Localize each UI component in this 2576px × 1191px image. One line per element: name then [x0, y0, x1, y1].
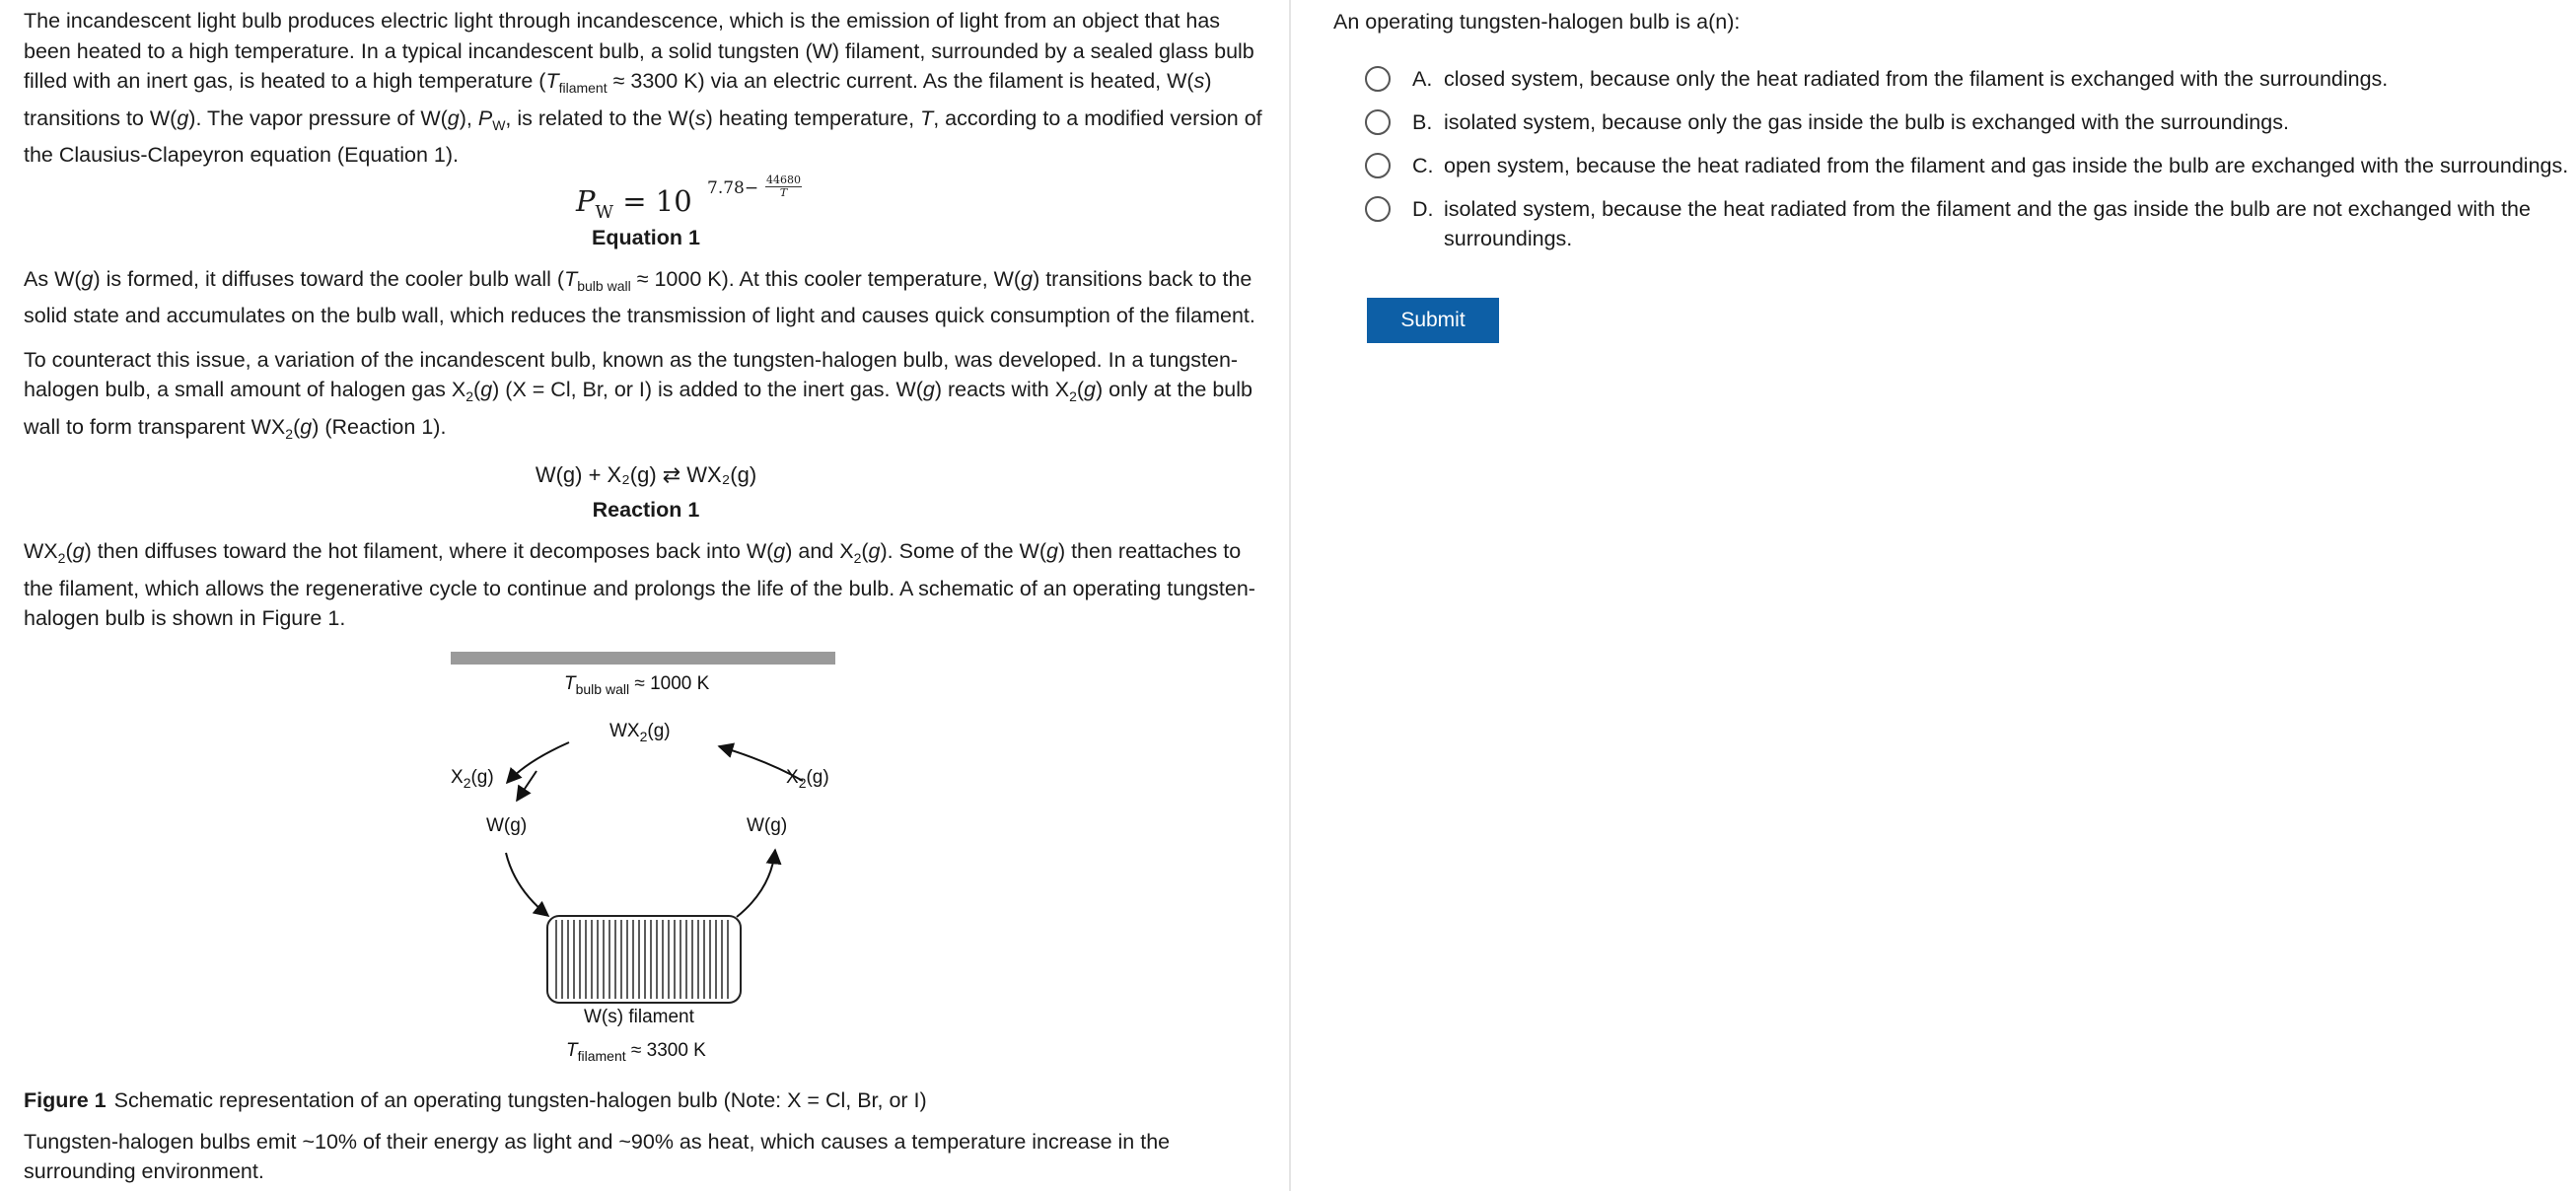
- radio-button-d[interactable]: [1365, 196, 1391, 222]
- label-x2-left: [451, 767, 494, 791]
- choice-letter: C.: [1412, 154, 1434, 177]
- text-span: s: [694, 105, 706, 130]
- text-span: 2: [1069, 388, 1077, 404]
- text-span: 2: [285, 425, 294, 442]
- passage-paragraph-1: [24, 6, 1268, 171]
- text-span: ) (X = Cl, Br, or I) is added to the inert gas. W(: [492, 378, 923, 401]
- text-span: The incandescent light bulb produces electric light through incandescence, which is the emission of light from an object that has been heated to a high temperature. In a typical incandescent bulb, a solid tungsten (W) filament, surrounded by a sealed glass bulb filled with an inert gas, is heated to a high temperature (: [24, 9, 1254, 93]
- text-span: ). The vapor pressure of W(: [188, 105, 448, 130]
- text-span: (: [861, 539, 869, 563]
- text-span: W: [595, 201, 614, 223]
- text-span: (: [293, 414, 301, 439]
- text-span: 2: [639, 728, 648, 744]
- text-span: ) then diffuses toward the hot filament, where it decomposes back into W(: [84, 539, 774, 563]
- text-span: 2: [465, 388, 474, 404]
- text-span: (: [473, 378, 481, 401]
- text-span: W: [492, 116, 506, 133]
- answer-choices: [1333, 64, 2576, 253]
- text-span: g: [81, 266, 94, 291]
- label-x2-right: [786, 767, 829, 791]
- text-span: ) is formed, it diffuses toward the cooler bulb wall (: [93, 266, 565, 291]
- text-span: s: [1193, 69, 1205, 93]
- equation-fraction: [765, 174, 802, 199]
- figure-caption: [24, 1088, 1289, 1113]
- fraction-denominator: T: [779, 185, 788, 199]
- label-bulb-wall-temp: [564, 673, 709, 697]
- text-span: bulb wall: [577, 277, 631, 294]
- answer-choice-a[interactable]: [1333, 64, 2576, 94]
- text-span: (g): [470, 766, 494, 788]
- bulb-wall: [451, 652, 835, 665]
- reaction-caption: Reaction 1: [592, 498, 700, 522]
- text-span: ) and X: [785, 539, 854, 563]
- equation-1: [24, 173, 1289, 228]
- text-span: (: [1076, 378, 1085, 401]
- figure-caption-label: Figure 1: [24, 1087, 107, 1112]
- passage-paragraph-2: [24, 264, 1268, 331]
- text-span: ) transitions back to the solid state and accumulates on the bulb wall, which reduces the transmission of light and causes quick consumption of the filament.: [24, 266, 1255, 327]
- text-span: X: [451, 766, 464, 788]
- radio-button-a[interactable]: [1365, 66, 1391, 92]
- passage-paragraph-4: [24, 536, 1268, 634]
- text-span: 2: [463, 774, 471, 791]
- text-span: g: [1021, 266, 1034, 291]
- text-span: g: [868, 539, 881, 563]
- text-span: To counteract this issue, a variation of the incandescent bulb, known as the tungsten-halogen bulb, was developed. In a tungsten-halogen bulb, a small amount of halogen gas X: [24, 347, 1239, 401]
- arrow-x2-release-left: [507, 742, 569, 783]
- text-span: , according to a modified version of the Clausius-Clapeyron equation (Equation 1).: [24, 105, 1262, 167]
- text-span: g: [1045, 539, 1058, 563]
- text-span: = 10: [622, 183, 692, 218]
- text-span: filament: [577, 1047, 626, 1064]
- text-span: g: [480, 378, 493, 401]
- arrow-w-left-down: [517, 771, 537, 801]
- label-filament: W(s) filament: [584, 1006, 694, 1027]
- text-span: ) reacts with X: [934, 378, 1070, 401]
- radio-button-b[interactable]: [1365, 109, 1391, 135]
- text-span: T: [564, 672, 576, 694]
- text-span: ) then reattaches to the filament, which allows the regenerative cycle to continue and prolongs the life of the bulb. A schematic of an operating tungsten-halogen bulb is shown in Figure 1.: [24, 539, 1255, 630]
- text-span: As W(: [24, 266, 82, 291]
- submit-button[interactable]: Submit: [1367, 298, 1499, 343]
- equation-formula: [576, 184, 692, 223]
- answer-choice-b[interactable]: [1333, 107, 2576, 137]
- text-span: T: [564, 266, 578, 291]
- text-span: g: [447, 105, 460, 130]
- text-span: ) transitions to W(: [24, 69, 1212, 130]
- text-span: ≈ 3300 K) via an electric current. As the filament is heated, W(: [607, 69, 1194, 93]
- text-span: filament: [558, 80, 608, 96]
- choice-letter: D.: [1412, 197, 1434, 221]
- passage-paragraph-3: [24, 345, 1268, 450]
- figure-1-schematic: [24, 648, 1268, 1086]
- text-span: ≈ 1000 K). At this cooler temperature, W(: [630, 266, 1022, 291]
- text-span: ) heating temperature,: [705, 105, 921, 130]
- text-span: T: [920, 105, 934, 130]
- answer-choice-d[interactable]: [1333, 194, 2576, 253]
- text-span: WX: [24, 539, 58, 563]
- reaction-1: W(g) + X₂(g) ⇄ WX₂(g): [535, 462, 757, 487]
- text-span: X: [786, 766, 799, 788]
- arrow-w-to-filament: [506, 853, 548, 916]
- equation-caption: Equation 1: [592, 225, 700, 249]
- choice-text: isolated system, because the heat radiated from the filament and the gas inside the bulb are not exchanged with the surroundings.: [1444, 197, 2531, 250]
- text-span: WX: [609, 720, 640, 741]
- text-span: (g): [647, 720, 671, 741]
- choice-letter: B.: [1412, 110, 1433, 134]
- radio-button-c[interactable]: [1365, 153, 1391, 178]
- text-span: g: [922, 378, 935, 401]
- text-span: g: [1084, 378, 1097, 401]
- choice-text: closed system, because only the heat radiated from the filament is exchanged with the surroundings.: [1444, 67, 2389, 91]
- text-span: ). Some of the W(: [880, 539, 1046, 563]
- text-span: bulb wall: [575, 680, 630, 697]
- text-span: ) (Reaction 1).: [312, 414, 447, 439]
- text-span: ),: [459, 105, 478, 130]
- question-panel: [1333, 0, 2576, 331]
- text-span: 2: [798, 774, 807, 791]
- answer-choice-c[interactable]: [1333, 151, 2576, 180]
- passage-paragraph-5: Tungsten-halogen bulbs emit ~10% of their energy as light and ~90% as heat, which causes a temperature increase in the surrounding environment.: [24, 1129, 1171, 1183]
- text-span: g: [773, 539, 786, 563]
- equation-exponent: 7.78−: [707, 177, 759, 198]
- text-span: T: [566, 1039, 578, 1061]
- filament-coil: [547, 916, 741, 1003]
- fraction-numerator: 44680: [766, 173, 801, 186]
- label-wx2: [609, 721, 671, 744]
- question-stem: An operating tungsten-halogen bulb is a(n):: [1333, 10, 1741, 34]
- text-span: , is related to the W(: [505, 105, 695, 130]
- label-filament-temp: [566, 1040, 706, 1064]
- choice-letter: A.: [1412, 67, 1433, 91]
- text-span: g: [177, 105, 189, 130]
- text-span: ≈ 3300 K: [625, 1039, 706, 1061]
- text-span: (g): [806, 766, 829, 788]
- label-w-right: W(g): [747, 814, 788, 836]
- text-span: P: [477, 105, 493, 130]
- text-span: ) only at the bulb wall to form transparent WX: [24, 378, 1252, 439]
- text-span: g: [72, 539, 85, 563]
- text-span: 2: [57, 550, 66, 566]
- choice-text: isolated system, because only the gas inside the bulb is exchanged with the surroundings.: [1444, 110, 2289, 134]
- label-w-left: W(g): [486, 814, 528, 836]
- text-span: g: [300, 414, 313, 439]
- text-span: P: [576, 183, 596, 218]
- text-span: ≈ 1000 K: [629, 672, 710, 694]
- arrow-filament-to-w: [737, 850, 775, 917]
- figure-caption-text: Schematic representation of an operating tungsten-halogen bulb (Note: X = Cl, Br, or I): [113, 1087, 927, 1112]
- text-span: 2: [853, 550, 862, 566]
- text-span: (: [65, 539, 73, 563]
- choice-text: open system, because the heat radiated from the filament and gas inside the bulb are exchanged with the surroundings.: [1444, 154, 2569, 177]
- text-span: T: [545, 69, 559, 93]
